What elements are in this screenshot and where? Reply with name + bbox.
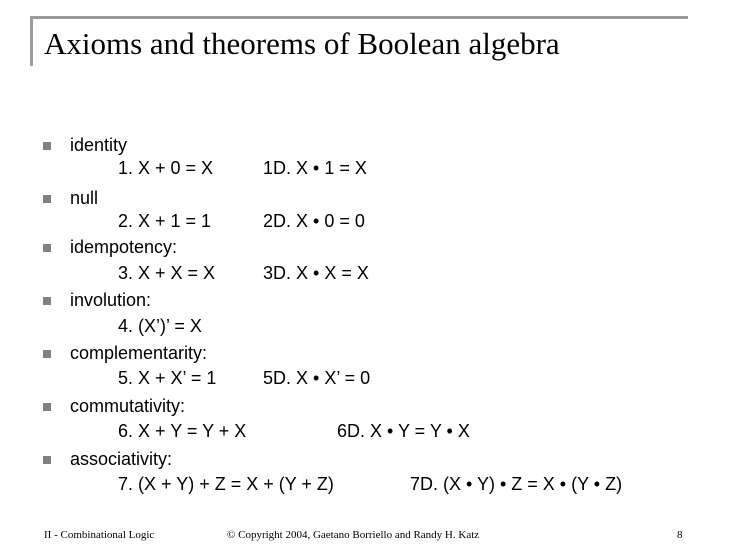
axiom-3: 3. X + X = X (118, 263, 216, 283)
axiom-2d: 2D. X • 0 = 0 (263, 211, 365, 231)
bullet-icon (43, 456, 51, 464)
item-heading-involution: involution: (70, 290, 152, 310)
item-heading-associativity: associativity: (70, 449, 173, 469)
axiom-4: 4. (X’)’ = X (118, 316, 202, 336)
bullet-icon (43, 350, 51, 358)
axiom-6d: 6D. X • Y = Y • X (337, 421, 470, 441)
bullet-icon (43, 297, 51, 305)
item-heading-null: null (70, 188, 99, 208)
footer-copyright: © Copyright 2004, Gaetano Borriello and Randy H. Katz (227, 529, 480, 541)
axiom-1: 1. X + 0 = X (118, 158, 214, 178)
footer-course: II - Combinational Logic (44, 529, 155, 541)
axiom-6: 6. X + Y = Y + X (118, 421, 247, 441)
bullet-icon (43, 244, 51, 252)
axiom-3d: 3D. X • X = X (263, 263, 369, 283)
bullet-icon (43, 195, 51, 203)
item-heading-commutativity: commutativity: (70, 396, 186, 416)
slide-title: Axioms and theorems of Boolean algebra (44, 26, 560, 61)
axiom-5: 5. X + X’ = 1 (118, 368, 217, 388)
axiom-2: 2. X + 1 = 1 (118, 211, 212, 231)
axiom-5d: 5D. X • X’ = 0 (263, 368, 371, 388)
axiom-7: 7. (X + Y) + Z = X + (Y + Z) (118, 474, 334, 494)
item-heading-complementarity: complementarity: (70, 343, 208, 363)
axiom-7d: 7D. (X • Y) • Z = X • (Y • Z) (410, 474, 623, 494)
item-heading-idempotency: idempotency: (70, 237, 178, 257)
title-frame-left-rule (30, 16, 33, 66)
page-number: 8 (677, 529, 683, 541)
bullet-icon (43, 142, 51, 150)
title-frame-top-rule (30, 16, 688, 19)
item-heading-identity: identity (70, 135, 128, 155)
axiom-1d: 1D. X • 1 = X (263, 158, 367, 178)
bullet-icon (43, 403, 51, 411)
